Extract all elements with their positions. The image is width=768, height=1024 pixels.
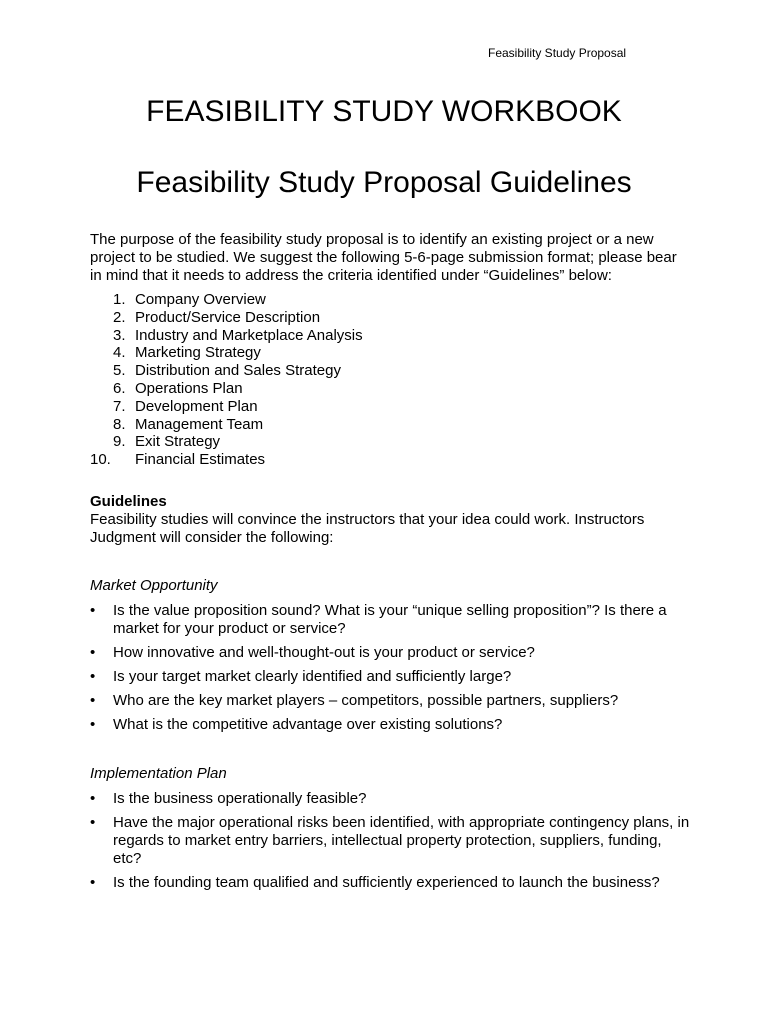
implementation-plan-section <box>90 765 690 898</box>
list-item <box>90 416 363 434</box>
list-item-text: Financial Estimates <box>135 451 266 469</box>
bullet-item <box>90 814 690 868</box>
bullet-icon: • <box>90 602 96 619</box>
bullet-text: Have the major operational risks been identified, with appropriate contingency plans, in regards to market entry barriers, intellectual property protection, suppliers, funding, etc? <box>113 814 690 867</box>
list-number: 9. <box>113 433 126 451</box>
list-number: 5. <box>113 362 126 380</box>
bullet-item <box>90 874 690 892</box>
market-opportunity-section <box>90 577 690 740</box>
bullet-item <box>90 602 690 638</box>
bullet-text: Who are the key market players – competitors, possible partners, suppliers? <box>113 692 619 709</box>
list-item <box>90 344 363 362</box>
bullet-icon: • <box>90 790 96 807</box>
bullet-icon: • <box>90 814 96 831</box>
bullet-item <box>90 692 690 710</box>
bullet-icon: • <box>90 644 96 661</box>
bullet-icon: • <box>90 716 96 733</box>
list-item <box>90 291 363 309</box>
list-item <box>90 362 363 380</box>
list-number: 6. <box>113 379 126 397</box>
list-item <box>90 380 363 398</box>
list-number: 3. <box>113 326 126 344</box>
list-item-text: Marketing Strategy <box>135 344 261 362</box>
list-item-text: Distribution and Sales Strategy <box>135 362 341 380</box>
bullet-item <box>90 644 690 662</box>
guidelines-text: Feasibility studies will convince the instructors that your idea could work. Instructors Judgment will consider the following: <box>90 511 645 546</box>
bullet-icon: • <box>90 874 96 891</box>
bullet-icon: • <box>90 692 96 709</box>
list-item-text: Company Overview <box>135 291 266 308</box>
bullet-text: Is the founding team qualified and sufficiently experienced to launch the business? <box>113 874 660 891</box>
bullet-icon: • <box>90 668 96 685</box>
list-item-text: Operations Plan <box>135 379 243 397</box>
list-item <box>90 451 363 469</box>
list-item-text: Management Team <box>135 415 264 433</box>
bullet-item <box>90 790 690 808</box>
bullet-text: What is the competitive advantage over existing solutions? <box>113 716 503 733</box>
list-item-text: Development Plan <box>135 397 258 415</box>
list-item-text: Product/Service Description <box>135 308 321 326</box>
guidelines-section <box>90 493 690 547</box>
bullet-text: Is the business operationally feasible? <box>113 790 367 807</box>
implementation-plan-list <box>90 790 690 892</box>
list-number: 8. <box>113 415 126 433</box>
document-subtitle: Feasibility Study Proposal Guidelines <box>136 166 632 199</box>
bullet-item <box>90 668 690 686</box>
list-item <box>90 433 363 451</box>
bullet-text: Is the value proposition sound? What is your “unique selling proposition”? Is there a market for your product or service? <box>113 602 667 637</box>
bullet-text: How innovative and well-thought-out is your product or service? <box>113 644 535 661</box>
list-number: 4. <box>113 344 126 362</box>
bullet-text: Is your target market clearly identified and sufficiently large? <box>113 668 512 685</box>
list-item <box>90 309 363 327</box>
list-item-text: Exit Strategy <box>135 433 221 451</box>
list-item-text: Industry and Marketplace Analysis <box>135 326 363 344</box>
implementation-plan-title: Implementation Plan <box>90 765 227 782</box>
submission-format-list <box>90 291 363 469</box>
list-number: 7. <box>113 397 126 415</box>
list-number: 2. <box>113 308 126 326</box>
list-number: 10. <box>90 451 111 469</box>
list-item <box>90 327 363 345</box>
bullet-item <box>90 716 690 734</box>
list-item <box>90 398 363 416</box>
running-header: Feasibility Study Proposal <box>488 46 627 60</box>
guidelines-heading: Guidelines <box>90 493 167 510</box>
document-title: FEASIBILITY STUDY WORKBOOK <box>146 95 622 128</box>
market-opportunity-title: Market Opportunity <box>90 577 218 594</box>
market-opportunity-list <box>90 602 690 734</box>
list-number: 1. <box>113 291 126 308</box>
intro-paragraph: The purpose of the feasibility study proposal is to identify an existing project or a new project to be studied. We suggest the following 5-6-page submission format; please bear in mind that it needs to address the criteria identified under “Guidelines” below: <box>90 231 677 284</box>
